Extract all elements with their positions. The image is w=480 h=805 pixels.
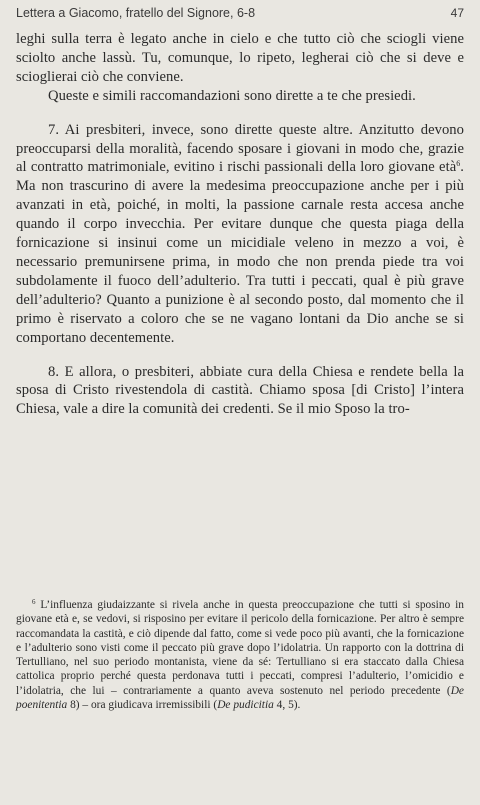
footnote xyxy=(16,598,464,712)
footnote-reference: 6 xyxy=(456,159,461,169)
paragraph-continued: leghi sulla terra è legato anche in cielo e che tutto ciò che sciogli viene sciolto anche lassù. Tu, comunque, lo ripeto, legherai ciò che si deve e scioglierai ciò che conviene. xyxy=(16,31,464,85)
footnote-paragraph xyxy=(16,598,464,712)
footnote-text-a: L’influenza giudaizzante si rivela anche in questa preoccupazione che tutti si sposino in giovane età e, se vedovi, si risposino per evitare il pericolo della fornicazione. Per altro è sempre raccomandata la castità, e ciò dipende dal fatto, come si vede poco più avanti, che la fornicazione e l’adulterio sono visti come il peccato più grave dopo l’idolatria. Un rapporto con la dottrina di Tertulliano, nel suo periodo montanista, viene da sé: Tertulliano si era staccato dalla Chiesa cattolica proprio perché questa perdonava tutti i peccati, compresi l’adulterio, l’omicidio e l’idolatria, che lui – contrariamente a quanto aveva sostenuto nel periodo precedente ( xyxy=(16,599,464,697)
section-7-text-b: . Ma non trascurino di avere la medesima preoccupazione anche per i più avanzati in età, poiché, in molti, la passione carnale resta accesa anche quando il corpo invecchia. Per evitare dunque che questa piaga della fornicazione si insinui come un micidiale veleno in mezzo a voi, è necessario premunirsene prima, in modo che non prenda piede tra voi subdolamente il fuoco dell’adulterio. Tra tutti i peccati, qual è più grave dell’adulterio? Quanto a punizione è al secondo posto, dal momento che il primo è riservato a coloro che se ne vagano lontani da Dio anche se si comportano decentemente. xyxy=(16,159,464,346)
section-7-text-a: 7. Ai presbiteri, invece, sono dirette queste altre. Anzitutto devono preoccuparsi della moralità, facendo sposare i giovani in modo che, grazie al contratto matrimoniale, evitino i rischi passionali della loro giovane età xyxy=(16,121,464,176)
running-title: Lettera a Giacomo, fratello del Signore, 6-8 xyxy=(16,6,256,20)
paragraph-section-8: 8. E allora, o presbiteri, abbiate cura della Chiesa e rendete bella la sposa di Cristo rivestendola di castità. Chiamo sposa [di Cristo] l’intera Chiesa, vale a dire la comunità dei credenti. Se il mio Sposo la tro- xyxy=(16,363,464,418)
footnote-work-title: De pudicitia xyxy=(217,699,274,712)
main-text xyxy=(16,30,464,419)
running-header xyxy=(16,6,464,26)
footnote-text-b: 8) – ora giudicava irremissibili ( xyxy=(67,699,218,712)
footnote-marker: 6 xyxy=(32,598,36,606)
footnote-work-title: De poenitentia xyxy=(16,684,464,712)
page-number: 47 xyxy=(450,6,464,20)
paragraph-section-7 xyxy=(16,121,464,348)
footnote-text-c: 4, 5). xyxy=(273,699,301,712)
paragraph-exhortation: Queste e simili raccomandazioni sono dirette a te che presiedi. xyxy=(48,87,416,104)
